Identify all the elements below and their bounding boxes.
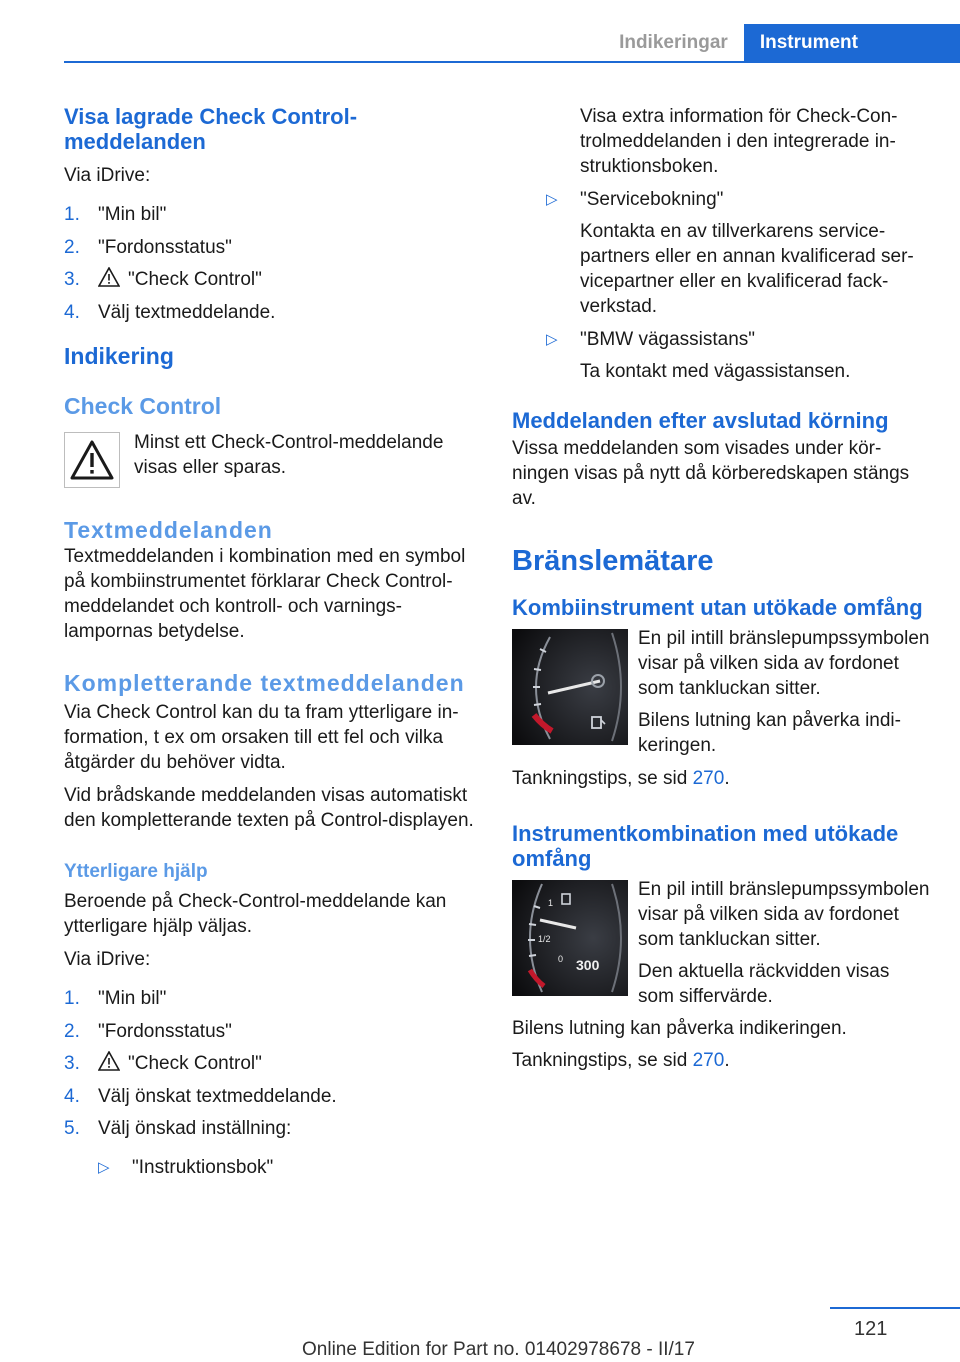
page-link-270[interactable]: 270 (692, 1050, 725, 1071)
kombi-block (512, 626, 930, 758)
stored-messages-title: Visa lagrade Check Control-meddelanden (64, 104, 358, 154)
via-idrive-2: Via iDrive: (64, 949, 151, 970)
footer-divider (830, 1307, 960, 1309)
left-column (64, 104, 482, 1180)
list-item: 5. Välj önskad inställning: (64, 1118, 292, 1139)
edition-text: Online Edition for Part no. 01402978678 - II/17 (302, 1339, 695, 1360)
header-tabs (603, 24, 960, 62)
check-control-block (64, 430, 482, 488)
kombi-text-block (638, 626, 930, 758)
list-triangle-icon: ▷ (98, 1158, 110, 1176)
gauge-label-zero: 0 (558, 954, 564, 964)
list-item: 4. Välj textmeddelande. (64, 301, 276, 323)
steps-list-2 (64, 986, 482, 1149)
textmeddelanden-text: Textmeddelanden i kombination med en symbol på kombiinstrumentet förklarar Check Control-meddelandet och kontroll- och varningslampornas betydelse. (64, 546, 466, 642)
indikering-title: Indikering (64, 343, 174, 369)
kompletterande-title: Kompletterande textmeddelanden (64, 670, 465, 696)
list-item: 4. Välj önskat textmeddelande. (64, 1085, 337, 1107)
warning-triangle-icon (98, 1051, 120, 1071)
list-item: 2. "Fordonsstatus" (64, 236, 232, 258)
warning-triangle-icon (64, 432, 120, 488)
check-control-text: Minst ett Check-Control-meddelande visas eller sparas. (134, 432, 444, 478)
kombi-text-1: En pil intill bränslepumpssymbolen visar på vilken sida av fordonet som tankluckan sitter. (638, 628, 930, 699)
gauge-label-one: 1 (548, 898, 554, 908)
list-item: 3. "Check Control" (64, 1053, 262, 1074)
fuel-gauge-image-2 (512, 880, 628, 996)
sub-item-3-text: Ta kontakt med vägassistansen. (580, 361, 851, 382)
right-column (512, 104, 930, 1073)
list-item: 1. "Min bil" (64, 988, 167, 1009)
header-divider (64, 61, 960, 63)
after-drive-title: Meddelanden efter avslutad körning (512, 408, 889, 433)
instr-title: Instrumentkombination med utökade omfång (512, 821, 899, 871)
kompletterande-text-2: Vid brådskande meddelanden visas automatiskt den kompletterande texten på Control-displayen. (64, 785, 474, 831)
instr-text-1: En pil intill bränslepumpssymbolen visar på vilken sida av fordonet som tankluckan sitter. (638, 879, 930, 950)
tips-line-1: Tankningstips, se sid 270. (512, 768, 730, 789)
sub-list-item-vagassistans: ▷ "BMW vägassistans" (546, 329, 756, 350)
list-item: 3. "Check Control" (64, 269, 262, 290)
instr-text-3: Bilens lutning kan påverka indikeringen. (512, 1018, 847, 1039)
list-item: 1. "Min bil" (64, 204, 167, 225)
check-control-title: Check Control (64, 393, 222, 419)
sub-list-item-instruktionsbok: ▷ "Instruktionsbok" (98, 1156, 274, 1178)
textmeddelanden-title: Textmeddelanden (64, 517, 273, 543)
via-idrive-1: Via iDrive: (64, 165, 151, 186)
tab-chapter[interactable]: Instrument (744, 24, 960, 62)
gauge-range-value: 300 (576, 957, 600, 973)
steps-list-1 (64, 202, 482, 332)
tips-line-2: Tankningstips, se sid 270. (512, 1050, 730, 1071)
page-number: 121 (854, 1318, 888, 1340)
list-item: 2. "Fordonsstatus" (64, 1020, 232, 1042)
sub-list-item-servicebokning: ▷ "Servicebokning" (546, 189, 724, 210)
help-text: Beroende på Check-Control-meddelande kan ytterligare hjälp väljas. (64, 891, 447, 937)
gauge-label-half: 1/2 (538, 934, 551, 944)
fuel-gauge-title: Bränslemätare (512, 545, 714, 577)
help-title: Ytterligare hjälp (64, 861, 208, 882)
page-link-270[interactable]: 270 (692, 768, 725, 789)
instr-block (512, 877, 930, 1009)
warning-triangle-icon (98, 267, 120, 287)
list-triangle-icon: ▷ (546, 331, 558, 348)
list-triangle-icon: ▷ (546, 191, 558, 208)
instr-text-block (638, 877, 930, 1009)
kombi-text-2: Bilens lutning kan påverka indikeringen. (638, 710, 901, 756)
kompletterande-text-1: Via Check Control kan du ta fram ytterligare information, t ex om orsaken till ett fel och vilka åtgärder du behöver vidta. (64, 702, 459, 773)
sub-item-2-text: Kontakta en av tillverkarens servicepartners eller en annan kvalificerad servicepartner eller en kvalificerad fackverkstad. (580, 221, 914, 317)
instr-text-2: Den aktuella räckvidden visas som siffervärde. (638, 961, 890, 1007)
after-drive-text: Vissa meddelanden som visades under körningen visas på nytt då körberedskapen stängs av. (512, 438, 910, 509)
tab-section[interactable]: Indikeringar (619, 32, 728, 53)
fuel-gauge-image-1 (512, 629, 628, 745)
sub-item-1-text: Visa extra information för Check-Controlmeddelanden i den integrerade instruktionsboken. (580, 106, 898, 177)
kombi-title: Kombiinstrument utan utökade omfång (512, 595, 923, 620)
